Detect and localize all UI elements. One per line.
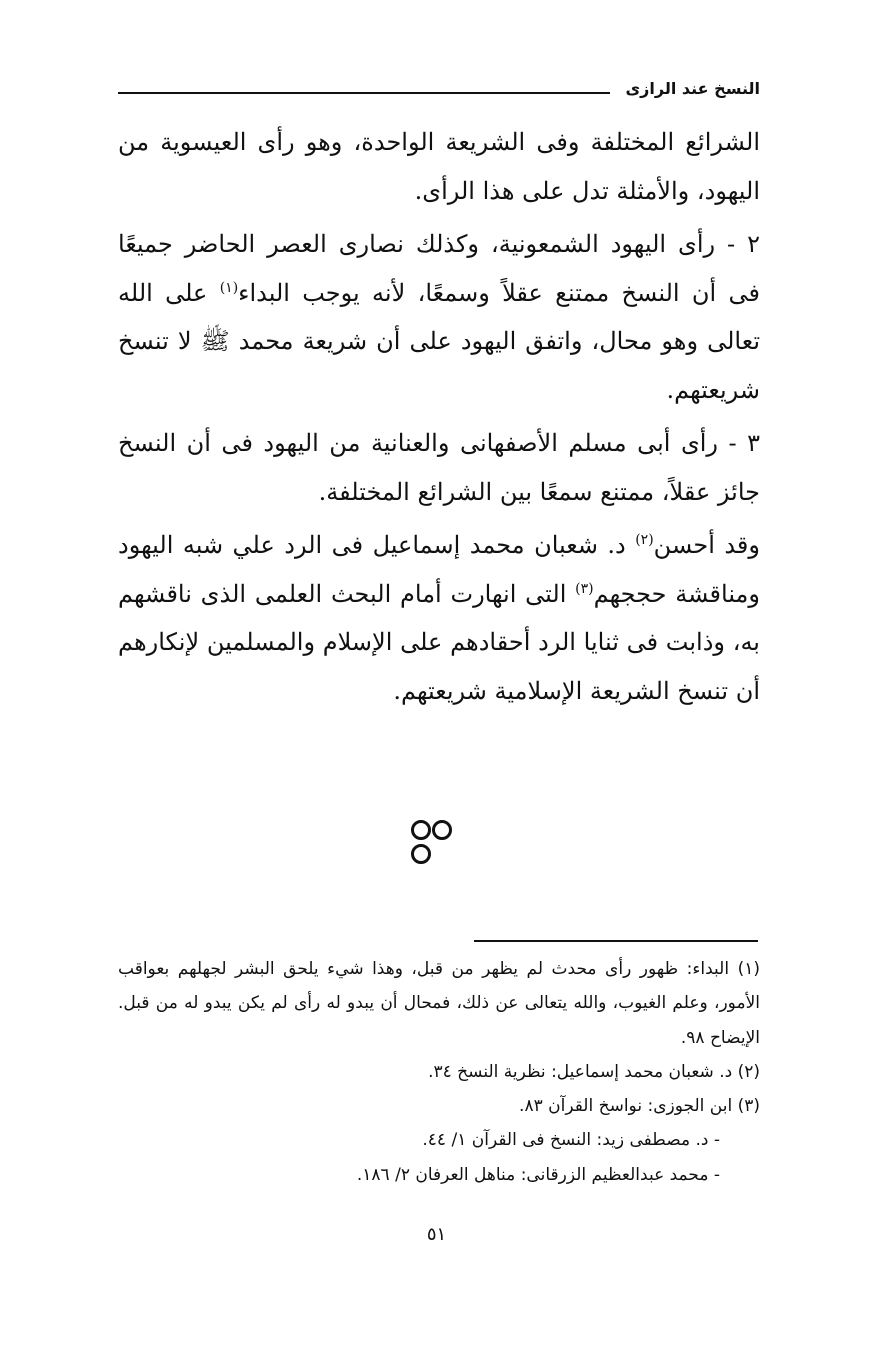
paragraph-2-text-b: على الله تعالى وهو محال، واتفق اليهود على أن شريعة محمد ﷺ لا تنسخ شريعتهم. [118,278,760,404]
ornament-circle-icon [411,844,431,864]
paragraph-4-text-a: وقد أحسن [653,531,760,559]
paragraph-2 [118,220,760,414]
ornament-circle-icon [411,820,431,840]
footnotes [118,952,760,1192]
footnote-1: (١) البداء: ظهور رأى محدث لم يظهر من قبل، وهذا شيء يلحق البشر لجهلهم بعواقب الأمور، وعلم الغيوب، والله يتعالى عن ذلك، فمحال أن يبدو له رأى لم يكن يبدو له من قبل. الإيضاح ٩٨. [118,959,760,1048]
footnote-ref-1[interactable]: (١) [219,279,239,296]
page-number: ٥١ [426,1224,447,1245]
footnote-3-item-b: - محمد عبدالعظيم الزرقانى: مناهل العرفان ٢/ ١٨٦. [356,1164,720,1185]
footnote-ref-2[interactable]: (٢) [635,532,654,548]
paragraph-4 [118,521,760,715]
paragraph-2-text-a: ٢ - رأى اليهود الشمعونية، وكذلك نصارى العصر الحاضر جميعًا فى أن النسخ ممتنع عقلاً وسمعًا، لأنه يوجب البداء [118,230,760,307]
paragraph-3: ٣ - رأى أبى مسلم الأصفهانى والعنانية من اليهود فى أن النسخ جائز عقلاً، ممتنع سمعًا بين الشرائع المختلفة. [118,429,760,506]
footnote-3: (٣) ابن الجوزى: نواسخ القرآن ٨٣. [519,1096,760,1117]
header-rule [118,92,610,94]
section-ornament [411,820,473,842]
footnote-separator [474,940,758,942]
main-text [118,118,760,720]
footnote-3-item-a: - د. مصطفى زيد: النسخ فى القرآن ١/ ٤٤. [422,1130,720,1151]
footnote-ref-3[interactable]: (٣) [575,580,594,597]
paragraph-4-text-b: د. شعبان محمد إسماعيل فى الرد علي شبه اليهود ومناقشة حججهم [118,531,760,608]
running-header-title: النسخ عند الرازى [625,79,760,98]
ornament-circle-icon [432,820,452,840]
footnote-2: (٢) د. شعبان محمد إسماعيل: نظرية النسخ ٣٤. [428,1061,760,1082]
running-header [118,76,760,102]
paragraph-1: الشرائع المختلفة وفى الشريعة الواحدة، وهو رأى العيسوية من اليهود، والأمثلة تدل على هذا الرأى. [118,128,760,205]
paragraph-4-text-c: التى انهارت أمام البحث العلمى الذى ناقشهم به، وذابت فى ثنايا الرد أحقادهم على الإسلام والمسلمين لإنكارهم أن تنسخ الشريعة الإسلامية شريعتهم. [118,579,760,705]
